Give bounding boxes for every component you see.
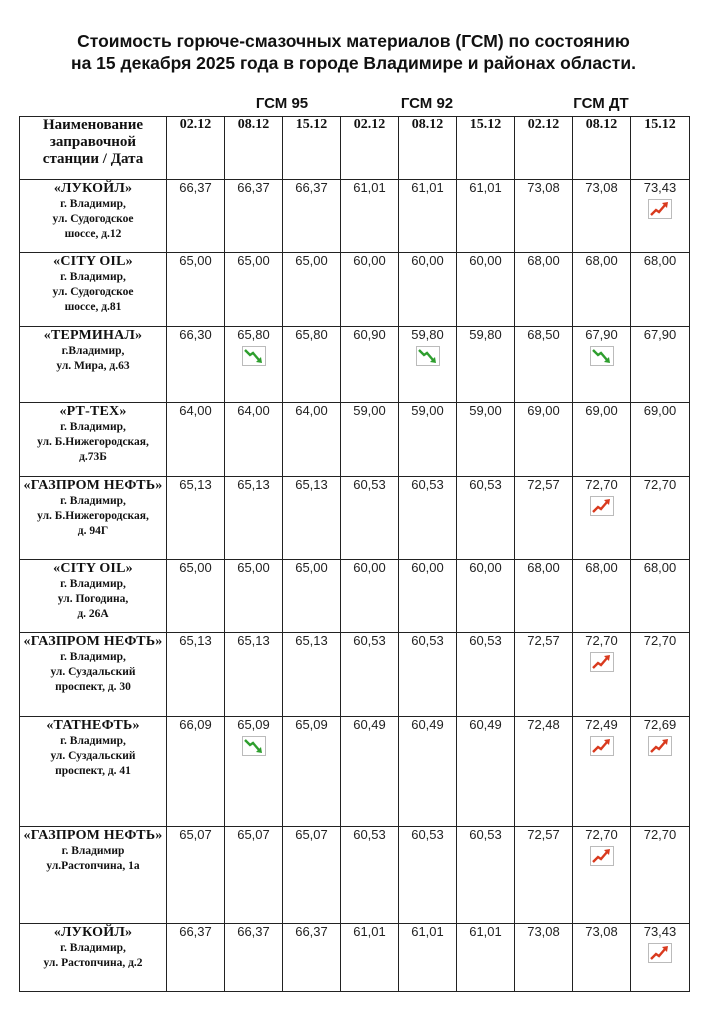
price-cell — [283, 633, 341, 717]
price-value: 68,50 — [527, 327, 560, 342]
price-value: 60,53 — [469, 633, 502, 648]
price-value: 65,07 — [237, 827, 270, 842]
price-value: 60,53 — [411, 827, 444, 842]
date-header: 15.12 — [283, 117, 341, 180]
header-line: станции / Дата — [42, 151, 144, 167]
price-cell — [457, 253, 515, 327]
price-cell — [573, 827, 631, 924]
station-name: «РТ-ТЕХ» — [59, 404, 127, 419]
station-address-line: г. Владимир, — [60, 421, 126, 433]
price-value: 69,00 — [527, 403, 560, 418]
price-cell — [283, 253, 341, 327]
price-up-icon — [590, 496, 614, 516]
price-value: 60,49 — [411, 717, 444, 732]
station-address-line: г. Владимир, — [60, 942, 126, 954]
price-cell — [225, 827, 283, 924]
table-row — [20, 924, 690, 992]
date-header: 02.12 — [515, 117, 573, 180]
price-down-icon — [416, 346, 440, 366]
price-value: 65,00 — [179, 560, 212, 575]
station-name: «CITY OIL» — [53, 254, 133, 269]
price-cell — [457, 180, 515, 253]
station-name: «ЛУКОЙЛ» — [53, 925, 133, 940]
station-name: «ГАЗПРОМ НЕФТЬ» — [23, 634, 163, 649]
header-line: заправочной — [49, 134, 137, 150]
price-value: 73,43 — [643, 180, 677, 195]
price-value: 65,13 — [237, 477, 270, 492]
price-value: 65,09 — [295, 717, 328, 732]
station-cell — [20, 403, 167, 477]
station-address-line: г. Владимир — [61, 845, 125, 857]
price-value: 60,53 — [353, 827, 386, 842]
price-value: 65,13 — [295, 633, 328, 648]
price-value: 72,57 — [527, 477, 560, 492]
price-value: 69,00 — [585, 403, 618, 418]
station-address-line: ул. Судогодское — [52, 286, 134, 298]
price-cell — [341, 560, 399, 633]
price-value: 66,30 — [179, 327, 212, 342]
station-name: «CITY OIL» — [53, 561, 133, 576]
price-cell — [167, 403, 225, 477]
price-value: 65,00 — [237, 253, 270, 268]
price-cell — [167, 253, 225, 327]
price-value: 66,37 — [295, 924, 328, 939]
page-title — [0, 30, 707, 74]
header-row — [20, 117, 690, 180]
station-name: «ЛУКОЙЛ» — [53, 181, 133, 196]
price-cell — [225, 403, 283, 477]
price-up-icon — [648, 943, 672, 963]
station-address-line: г. Владимир, — [60, 578, 126, 590]
station-cell — [20, 180, 167, 253]
price-cell — [631, 180, 690, 253]
price-cell — [167, 717, 225, 827]
price-cell — [399, 403, 457, 477]
price-up-icon — [648, 736, 672, 756]
price-cell — [167, 327, 225, 403]
station-address-line: ул. Суздальский — [50, 666, 136, 678]
price-value: 60,00 — [353, 560, 386, 575]
price-cell — [283, 180, 341, 253]
price-cell — [631, 403, 690, 477]
price-value: 65,00 — [237, 560, 270, 575]
fuel-group-headers — [0, 95, 707, 115]
price-cell — [631, 477, 690, 560]
price-value: 73,08 — [585, 180, 618, 195]
header-line: Наименование — [43, 117, 143, 133]
price-value: 72,48 — [527, 717, 560, 732]
price-cell — [167, 477, 225, 560]
date-header: 08.12 — [573, 117, 631, 180]
price-up-icon — [648, 199, 672, 219]
table-row — [20, 560, 690, 633]
group-header-95: ГСМ 95 — [255, 95, 309, 112]
price-cell — [341, 403, 399, 477]
station-address-line: ул. Суздальский — [50, 750, 136, 762]
price-cell — [457, 327, 515, 403]
price-cell — [631, 827, 690, 924]
price-cell — [225, 180, 283, 253]
price-cell — [515, 180, 573, 253]
price-cell — [631, 253, 690, 327]
price-cell — [341, 180, 399, 253]
price-cell — [573, 403, 631, 477]
station-address-line: д. 94Г — [77, 525, 109, 537]
station-address-line: г. Владимир, — [60, 735, 126, 747]
price-cell — [457, 633, 515, 717]
price-value: 61,01 — [411, 924, 444, 939]
station-cell — [20, 477, 167, 560]
price-up-icon — [590, 652, 614, 672]
price-value: 60,53 — [411, 633, 444, 648]
station-address-line: ул. Мира, д.63 — [56, 360, 130, 372]
price-value: 72,69 — [643, 717, 677, 732]
date-header: 02.12 — [167, 117, 225, 180]
price-cell — [573, 717, 631, 827]
date-header: 15.12 — [457, 117, 515, 180]
price-cell — [399, 924, 457, 992]
station-address-line: г. Владимир, — [60, 651, 126, 663]
price-value: 59,00 — [353, 403, 386, 418]
station-cell — [20, 327, 167, 403]
price-cell — [573, 924, 631, 992]
price-cell — [341, 827, 399, 924]
price-cell — [457, 717, 515, 827]
price-cell — [457, 477, 515, 560]
station-address-line: г.Владимир, — [61, 345, 125, 357]
price-value: 65,00 — [179, 253, 212, 268]
price-value: 65,80 — [295, 327, 328, 342]
price-value: 66,09 — [179, 717, 212, 732]
price-value: 60,53 — [353, 477, 386, 492]
price-cell — [515, 253, 573, 327]
table-row — [20, 633, 690, 717]
price-value: 65,00 — [295, 253, 328, 268]
title-line-1: Стоимость горюче-смазочных материалов (ГСМ) по состоянию — [77, 31, 630, 51]
station-address-line: ул. Б.Нижегородская, — [37, 436, 149, 448]
price-cell — [341, 633, 399, 717]
table-row — [20, 253, 690, 327]
table-row — [20, 827, 690, 924]
price-value: 64,00 — [237, 403, 270, 418]
title-line-2: на 15 декабря 2025 года в городе Владимире и районах области. — [71, 53, 636, 73]
price-value: 73,08 — [585, 924, 618, 939]
price-value: 68,00 — [585, 560, 618, 575]
price-value: 60,49 — [469, 717, 502, 732]
price-cell — [167, 560, 225, 633]
price-cell — [573, 560, 631, 633]
station-cell — [20, 827, 167, 924]
price-value: 66,37 — [237, 180, 270, 195]
price-value: 66,37 — [237, 924, 270, 939]
price-cell — [225, 253, 283, 327]
table-row — [20, 477, 690, 560]
date-header: 02.12 — [341, 117, 399, 180]
price-value: 72,70 — [585, 477, 618, 492]
station-address-line: шоссе, д.81 — [64, 301, 122, 313]
table-row — [20, 327, 690, 403]
price-cell — [515, 717, 573, 827]
station-address-line: ул. Судогодское — [52, 213, 134, 225]
price-cell — [341, 253, 399, 327]
date-header: 08.12 — [399, 117, 457, 180]
price-value: 72,70 — [585, 633, 618, 648]
price-cell — [341, 477, 399, 560]
price-cell — [399, 327, 457, 403]
price-cell — [457, 560, 515, 633]
price-value: 67,90 — [585, 327, 618, 342]
price-value: 72,49 — [585, 717, 618, 732]
station-cell — [20, 717, 167, 827]
price-cell — [283, 477, 341, 560]
price-value: 73,43 — [643, 924, 677, 939]
station-cell — [20, 560, 167, 633]
station-address-line: ул. Погодина, — [57, 593, 129, 605]
station-name: «ГАЗПРОМ НЕФТЬ» — [23, 478, 163, 493]
group-header-dt: ГСМ ДТ — [573, 95, 629, 112]
price-value: 72,70 — [585, 827, 618, 842]
station-cell — [20, 633, 167, 717]
price-value: 67,90 — [643, 327, 677, 342]
station-address-line: проспект, д. 30 — [55, 681, 131, 693]
price-cell — [515, 633, 573, 717]
price-down-icon — [590, 346, 614, 366]
price-cell — [283, 924, 341, 992]
price-cell — [515, 924, 573, 992]
station-address-line: г. Владимир, — [60, 198, 126, 210]
price-up-icon — [590, 846, 614, 866]
station-column-header — [20, 117, 167, 180]
date-header: 08.12 — [225, 117, 283, 180]
price-value: 61,01 — [469, 180, 502, 195]
price-value: 64,00 — [295, 403, 328, 418]
price-value: 59,80 — [469, 327, 502, 342]
price-cell — [341, 717, 399, 827]
price-value: 72,57 — [527, 633, 560, 648]
price-value: 72,57 — [527, 827, 560, 842]
price-cell — [283, 560, 341, 633]
price-cell — [167, 924, 225, 992]
price-value: 61,01 — [411, 180, 444, 195]
price-cell — [341, 327, 399, 403]
station-address-line: ул. Б.Нижегородская, — [37, 510, 149, 522]
table-row — [20, 717, 690, 827]
group-header-92: ГСМ 92 — [400, 95, 454, 112]
price-cell — [631, 560, 690, 633]
price-cell — [167, 180, 225, 253]
price-value: 60,49 — [353, 717, 386, 732]
station-cell — [20, 924, 167, 992]
price-value: 68,00 — [643, 560, 677, 575]
price-cell — [283, 827, 341, 924]
price-value: 73,08 — [527, 180, 560, 195]
station-name: «ТЕРМИНАЛ» — [43, 328, 143, 343]
station-address-line: д.73Б — [79, 451, 107, 463]
station-address-line: г. Владимир, — [60, 495, 126, 507]
price-cell — [457, 827, 515, 924]
price-value: 69,00 — [643, 403, 677, 418]
price-value: 68,00 — [585, 253, 618, 268]
price-cell — [573, 253, 631, 327]
price-cell — [225, 560, 283, 633]
price-value: 59,80 — [411, 327, 444, 342]
price-cell — [515, 560, 573, 633]
price-value: 59,00 — [469, 403, 502, 418]
price-cell — [225, 477, 283, 560]
price-cell — [515, 403, 573, 477]
station-address-line: шоссе, д.12 — [64, 228, 122, 240]
price-value: 68,00 — [643, 253, 677, 268]
price-down-icon — [242, 736, 266, 756]
price-cell — [457, 403, 515, 477]
price-value: 72,70 — [643, 827, 677, 842]
price-cell — [515, 827, 573, 924]
station-address-line: ул.Растопчина, 1а — [46, 860, 140, 872]
price-cell — [283, 403, 341, 477]
price-value: 60,00 — [469, 253, 502, 268]
station-name: «ГАЗПРОМ НЕФТЬ» — [23, 828, 163, 843]
price-cell — [399, 477, 457, 560]
price-down-icon — [242, 346, 266, 366]
price-cell — [283, 717, 341, 827]
date-header: 15.12 — [631, 117, 690, 180]
price-table — [19, 116, 690, 992]
price-cell — [457, 924, 515, 992]
price-up-icon — [590, 736, 614, 756]
price-value: 60,90 — [353, 327, 386, 342]
price-cell — [225, 717, 283, 827]
price-cell — [399, 827, 457, 924]
station-cell — [20, 253, 167, 327]
price-value: 68,00 — [527, 253, 560, 268]
price-value: 60,00 — [411, 560, 444, 575]
price-cell — [515, 477, 573, 560]
price-value: 66,37 — [179, 180, 212, 195]
price-cell — [399, 253, 457, 327]
price-value: 64,00 — [179, 403, 212, 418]
price-cell — [631, 633, 690, 717]
price-value: 60,53 — [411, 477, 444, 492]
price-value: 60,00 — [411, 253, 444, 268]
price-value: 61,01 — [469, 924, 502, 939]
price-value: 65,13 — [295, 477, 328, 492]
price-value: 60,53 — [469, 827, 502, 842]
price-cell — [631, 717, 690, 827]
price-cell — [283, 327, 341, 403]
station-address-line: д. 26А — [77, 608, 109, 620]
price-cell — [341, 924, 399, 992]
price-value: 66,37 — [295, 180, 328, 195]
price-value: 60,53 — [469, 477, 502, 492]
price-cell — [225, 327, 283, 403]
price-value: 61,01 — [353, 180, 386, 195]
price-cell — [399, 560, 457, 633]
price-value: 65,80 — [237, 327, 270, 342]
price-value: 65,00 — [295, 560, 328, 575]
table-row — [20, 403, 690, 477]
price-value: 60,00 — [353, 253, 386, 268]
price-value: 68,00 — [527, 560, 560, 575]
price-cell — [515, 327, 573, 403]
price-value: 61,01 — [353, 924, 386, 939]
price-value: 66,37 — [179, 924, 212, 939]
price-value: 65,13 — [237, 633, 270, 648]
station-address-line: г. Владимир, — [60, 271, 126, 283]
price-cell — [631, 327, 690, 403]
price-cell — [573, 477, 631, 560]
price-cell — [167, 827, 225, 924]
station-address-line: ул. Растопчина, д.2 — [43, 957, 143, 969]
station-address-line: проспект, д. 41 — [55, 765, 131, 777]
price-cell — [399, 180, 457, 253]
price-cell — [225, 924, 283, 992]
price-cell — [167, 633, 225, 717]
price-value: 60,53 — [353, 633, 386, 648]
price-cell — [399, 633, 457, 717]
price-cell — [573, 633, 631, 717]
price-cell — [573, 180, 631, 253]
price-value: 65,13 — [179, 633, 212, 648]
price-cell — [573, 327, 631, 403]
price-value: 72,70 — [643, 633, 677, 648]
price-value: 59,00 — [411, 403, 444, 418]
price-value: 65,13 — [179, 477, 212, 492]
price-value: 65,07 — [179, 827, 212, 842]
price-value: 65,07 — [295, 827, 328, 842]
table-row — [20, 180, 690, 253]
price-value: 72,70 — [643, 477, 677, 492]
station-name: «ТАТНЕФТЬ» — [46, 718, 140, 733]
price-value: 73,08 — [527, 924, 560, 939]
price-cell — [631, 924, 690, 992]
price-value: 60,00 — [469, 560, 502, 575]
price-value: 65,09 — [237, 717, 270, 732]
price-cell — [399, 717, 457, 827]
price-cell — [225, 633, 283, 717]
